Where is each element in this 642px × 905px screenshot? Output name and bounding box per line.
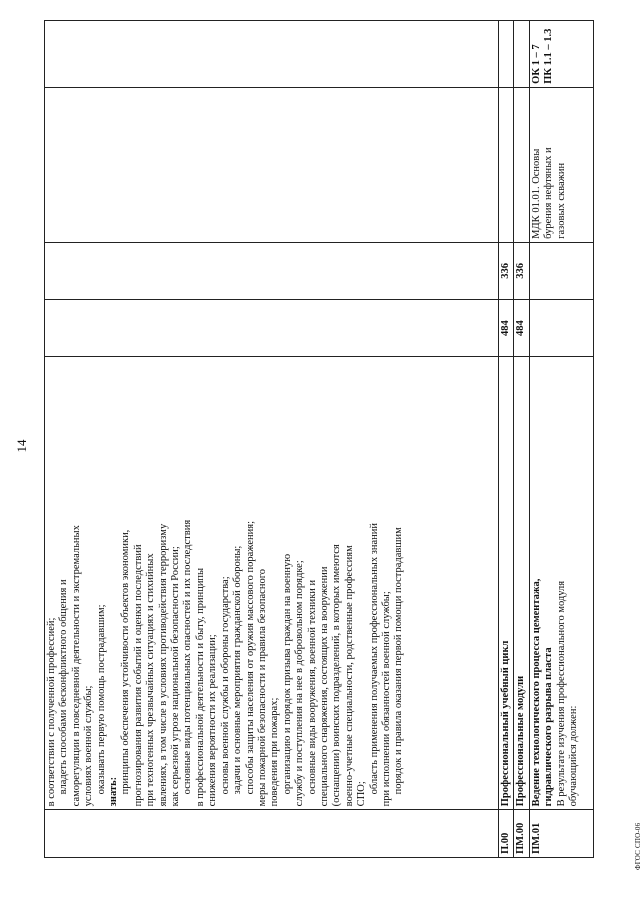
module-title-line: Ведение технологического процесса цементажа, [530, 578, 542, 807]
max-hours-cell [45, 300, 499, 357]
competence-cell [45, 21, 499, 88]
text-line: службу и поступления на нее в добровольном порядке; [294, 560, 306, 807]
text-line: способы защиты населения от оружия массового поражения; [244, 520, 256, 795]
section-title: Профессиональные модули [514, 357, 529, 810]
text-line: (оснащении) воинских подразделений, в которых имеются [331, 544, 343, 807]
section-code: ПМ.00 [514, 810, 529, 858]
page-number: 14 [14, 439, 29, 453]
text-line: порядок и правила оказания первой помощи пострадавшим [393, 527, 405, 795]
text-line: область применения получаемых профессиональных знаний [368, 522, 380, 795]
mdk-cell [514, 87, 529, 242]
table-row [529, 21, 593, 858]
table-row [45, 21, 499, 858]
text-line: специального снаряжения, состоящих на вооружении [318, 566, 330, 807]
table-row [499, 21, 514, 858]
text-line: основные виды вооружения, военной техники и [306, 579, 318, 795]
required-hours-value: 336 [499, 242, 514, 299]
section-heading: знать: [108, 776, 120, 807]
text-line: снижения вероятности их реализации; [207, 634, 219, 807]
text-line: прогнозирования развития событий и оценки последствий [132, 544, 144, 807]
max-hours-value: 484 [514, 300, 529, 357]
text-line: в соответствии с полученной профессией; [46, 617, 57, 807]
competence-cell [499, 21, 514, 88]
text-line: поведения при пожарах; [269, 697, 281, 807]
mdk-cell [45, 87, 499, 242]
section-title: Профессиональный учебный цикл [499, 357, 514, 810]
competence-cell [514, 21, 529, 88]
text-line: как серьезной угрозе национальной безопасности России; [170, 546, 182, 807]
text-line: основные виды потенциальных опасностей и их последствия [182, 519, 194, 795]
text-line: организацию и порядок призыва граждан на военную [281, 553, 293, 795]
max-hours-value: 484 [499, 300, 514, 357]
required-hours-cell [529, 242, 593, 299]
curriculum-table [44, 20, 594, 858]
mdk-line: бурения нефтяных и [543, 147, 555, 239]
code-cell [45, 810, 499, 858]
text-line: СПО; [356, 781, 368, 807]
text-line: оказывать первую помощь пострадавшим; [95, 604, 107, 795]
table-row [514, 21, 529, 858]
module-code: ПМ.01 [529, 810, 593, 858]
rotated-page [14, 20, 642, 870]
text-line: владеть способами бесконфликтного общения и [58, 579, 70, 795]
required-hours-cell [45, 242, 499, 299]
mdk-line: МДК 01.01. Основы [530, 148, 542, 239]
text-line: меры пожарной безопасности и правила безопасного [256, 568, 268, 807]
text-line: В результате изучения профессионального модуля [555, 580, 567, 807]
module-title-line: гидравлического разрыва пласта [543, 647, 555, 807]
text-line: саморегуляции в повседневной деятельности и экстремальных [70, 525, 82, 807]
max-hours-cell [529, 300, 593, 357]
required-hours-value: 336 [514, 242, 529, 299]
section-code: П.00 [499, 810, 514, 858]
footer-label: ФГОС СПО-06 [634, 822, 642, 870]
text-line: задачи и основные мероприятия гражданской обороны; [232, 545, 244, 795]
text-line: явлениях, в том числе в условиях противодействия терроризму [157, 523, 169, 807]
module-content-cell [529, 357, 593, 810]
text-line: военно-учетные специальности, родственные профессиям [343, 545, 355, 807]
text-line: при исполнении обязанностей военной службы; [380, 591, 392, 807]
mdk-cell [499, 87, 514, 242]
mdk-cell [529, 87, 593, 242]
text-line: основы военной службы и обороны государства; [219, 576, 231, 795]
competence-cell [529, 21, 593, 88]
text-line: принципы обеспечения устойчивости объектов экономики, [120, 529, 132, 795]
mdk-line: газовых скважин [555, 162, 567, 239]
text-line: при техногенных чрезвычайных ситуациях и стихийных [145, 553, 157, 807]
text-line: обучающийся должен: [568, 705, 580, 807]
text-line: условиях военной службы; [83, 685, 95, 807]
ok-codes: ОК 1 – 7 [530, 44, 542, 84]
pk-codes: ПК 1.1 – 1.3 [543, 28, 555, 84]
text-line: в профессиональной деятельности и быту, принципы [194, 567, 206, 807]
content-cell [45, 357, 499, 810]
